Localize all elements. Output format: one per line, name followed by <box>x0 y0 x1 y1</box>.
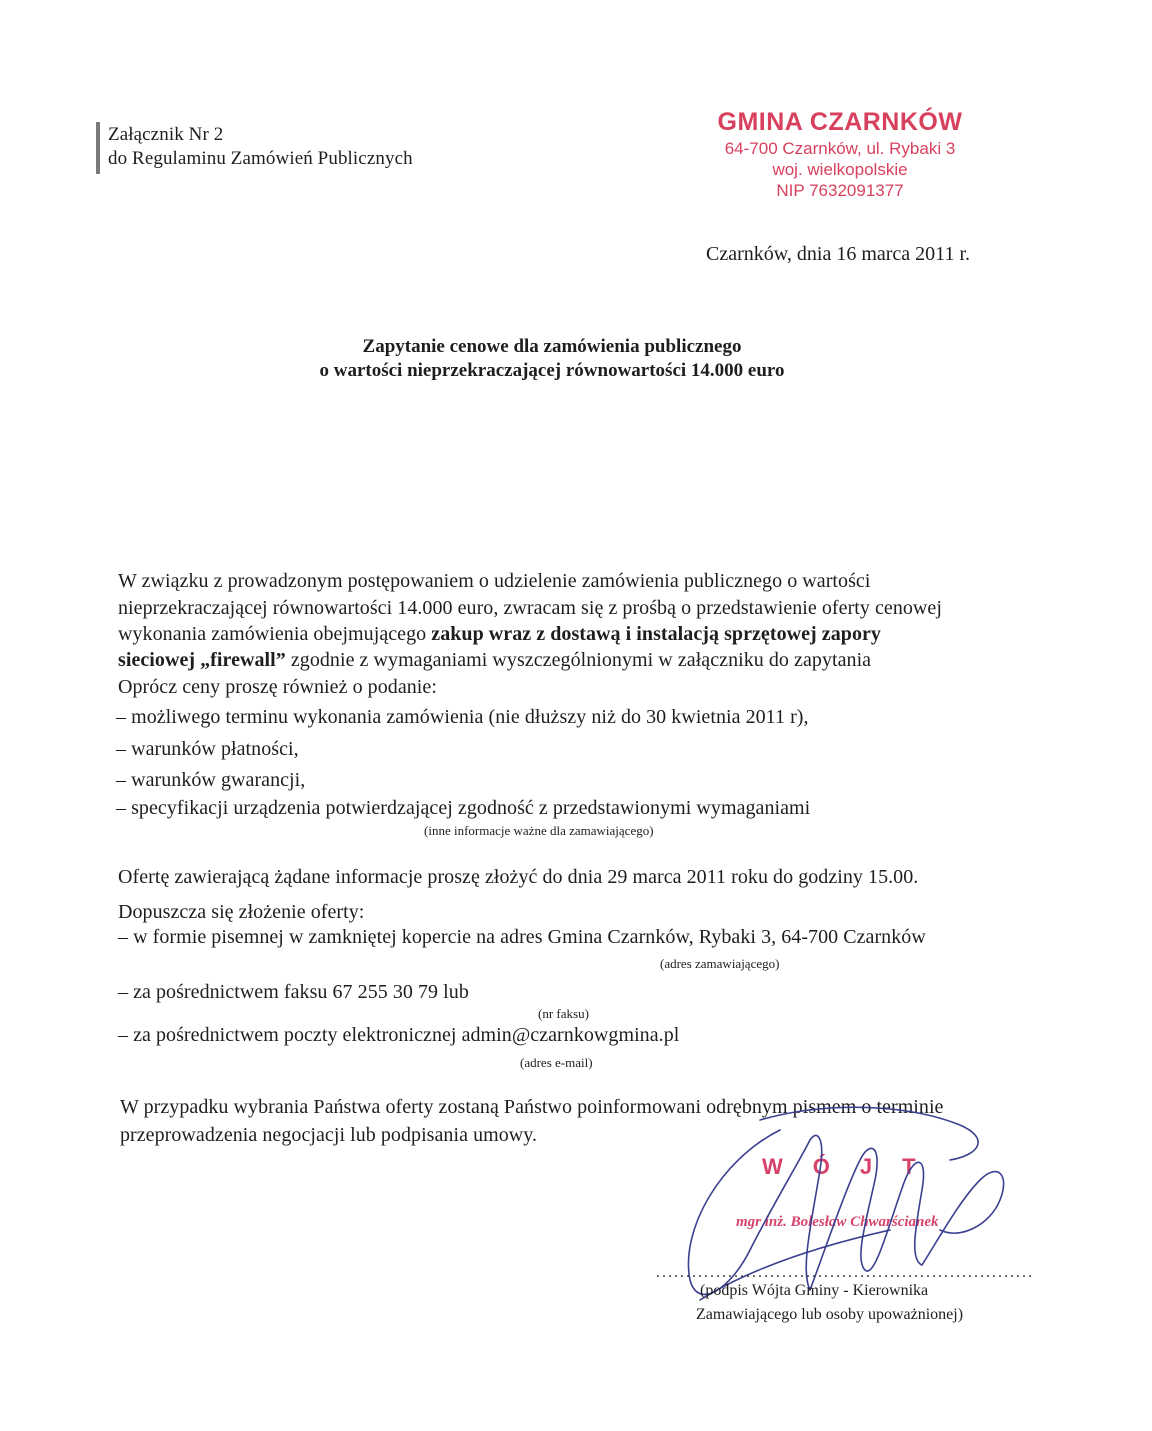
closing-line-2: przeprowadzenia negocjacji lub podpisania umowy. <box>120 1124 538 1146</box>
document-date: Czarnków, dnia 16 marca 2011 r. <box>706 243 970 265</box>
requirement-item: – możliwego terminu wykonania zamówienia (nie dłuższy niż do 30 kwietnia 2011 r), <box>116 706 809 728</box>
stamp-address: 64-700 Czarnków, ul. Rybaki 3 <box>724 139 956 158</box>
requirement-item: – warunków płatności, <box>116 738 299 760</box>
intro-line-4-text: zgodnie z wymaganiami wyszczególnionymi w załączniku do zapytania <box>285 649 872 671</box>
document-title-line1: Zapytanie cenowe dla zamówienia publicznego <box>362 336 742 357</box>
email-note: (adres e-mail) <box>520 1055 593 1070</box>
requirements-note: (inne informacje ważne dla zamawiającego) <box>424 823 654 838</box>
office-stamp <box>690 108 990 201</box>
written-address-note: (adres zamawiającego) <box>660 956 780 971</box>
signature-caption-1: (podpis Wójta Gminy - Kierownika <box>700 1282 929 1299</box>
signature-line: ............................................................... <box>656 1264 1034 1281</box>
stamp-nip: NIP 7632091377 <box>776 181 904 200</box>
requirement-item: – specyfikacji urządzenia potwierdzającej zgodność z przedstawionymi wymaganiami <box>116 797 811 819</box>
requirement-item: – warunków gwarancji, <box>116 769 306 791</box>
intro-line-5: Oprócz ceny proszę również o podanie: <box>118 676 437 698</box>
intro-line-3-bold: zakup wraz z dostawą i instalacją sprzętowej zapory <box>431 623 881 645</box>
attachment-number: Załącznik Nr 2 <box>108 124 224 145</box>
margin-bar <box>96 122 100 174</box>
submission-intro: Dopuszcza się złożenie oferty: <box>118 901 365 923</box>
fax-note: (nr faksu) <box>538 1006 589 1021</box>
stamp-region: woj. wielkopolskie <box>772 160 908 179</box>
offer-deadline: Ofertę zawierającą żądane informacje proszę złożyć do dnia 29 marca 2011 roku do godziny 15.00. <box>118 866 919 888</box>
wojt-stamp: WÓJT <box>762 1154 946 1179</box>
intro-line-4 <box>118 649 871 672</box>
document-title-line2: o wartości nieprzekraczającej równowartości 14.000 euro <box>319 360 785 381</box>
intro-line-3 <box>118 623 881 646</box>
submission-email: – za pośrednictwem poczty elektronicznej admin@czarnkowgmina.pl <box>118 1024 680 1046</box>
wojt-stamp-name: mgr inż. Bolesław Chwarścianek <box>736 1214 939 1230</box>
attachment-regulation: do Regulaminu Zamówień Publicznych <box>108 148 413 169</box>
intro-line-2: nieprzekraczającej równowartości 14.000 euro, zwracam się z prośbą o przedstawienie oferty cenowej <box>118 597 942 619</box>
submission-written: – w formie pisemnej w zamkniętej kopercie na adres Gmina Czarnków, Rybaki 3, 64-700 Czarnków <box>118 926 926 948</box>
intro-line-1: W związku z prowadzonym postępowaniem o udzielenie zamówienia publicznego o wartości <box>118 570 871 592</box>
closing-line-1: W przypadku wybrania Państwa oferty zostaną Państwo poinformowani odrębnym pismem o terminie <box>120 1096 944 1118</box>
submission-fax: – za pośrednictwem faksu 67 255 30 79 lub <box>118 981 469 1003</box>
stamp-name: GMINA CZARNKÓW <box>717 108 963 136</box>
intro-line-4-bold: sieciowej „firewall” <box>118 649 286 671</box>
signature-caption-2: Zamawiającego lub osoby upoważnionej) <box>696 1306 964 1323</box>
intro-line-3-text: wykonania zamówienia obejmującego <box>118 623 432 645</box>
